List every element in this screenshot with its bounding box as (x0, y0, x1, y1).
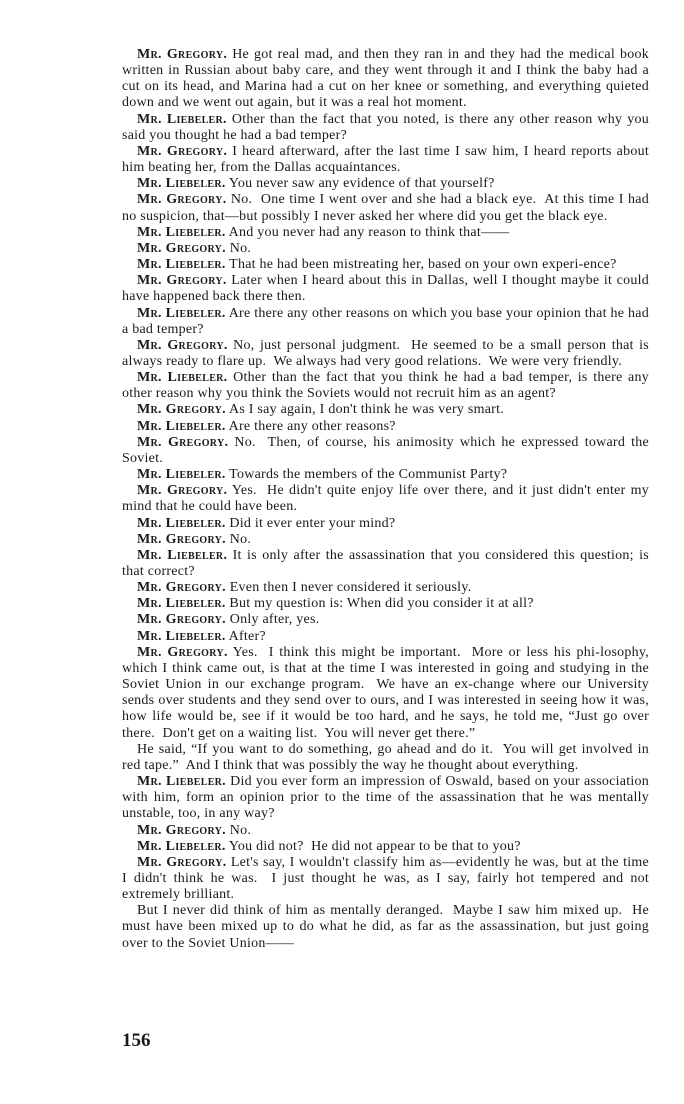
testimony-paragraph (122, 547, 653, 580)
testimony-text: He said, “If you want to do something, go ahead and do it. You will get involved in red tape.” And I think that was possibly the way he thought about everything. (122, 741, 653, 773)
speaker-name: Mr. Liebeler. (137, 370, 228, 386)
testimony-text: Let's say, I wouldn't classify him as—evidently he was, but at the time I didn't think he was. I just thought he was, as I say, fairly hot tempered and not extremely brilliant. (122, 854, 653, 903)
testimony-paragraph (122, 111, 653, 144)
testimony-text: After? (228, 628, 266, 644)
speaker-name: Mr. Gregory. (137, 434, 229, 450)
testimony-paragraph (122, 612, 649, 628)
speaker-name: Mr. Liebeler. (137, 547, 228, 563)
testimony-paragraph (122, 903, 653, 951)
testimony-text: You never saw any evidence of that yourself? (228, 176, 495, 192)
testimony-text: Are there any other reasons on which you base your opinion that he had a bad temper? (122, 305, 653, 337)
speaker-name: Mr. Gregory. (137, 483, 228, 499)
testimony-text: I heard afterward, after the last time I saw him, I heard reports about him beating her, from the Dallas acquaintances. (122, 143, 653, 176)
testimony-text: No. (229, 240, 252, 256)
testimony-paragraph (122, 225, 649, 241)
testimony-paragraph (122, 580, 649, 596)
speaker-name: Mr. Gregory. (137, 854, 227, 870)
testimony-paragraph (122, 47, 653, 112)
testimony-paragraph (122, 143, 653, 176)
testimony-text: Other than the fact that you think he had a bad temper, is there any other reason why you think the Soviets would not recruit him as an agent? (122, 370, 653, 402)
testimony-text: Later when I heard about this in Dallas, well I thought maybe it could have happened back there then. (122, 273, 653, 305)
testimony-text: Towards the members of the Communist Party? (229, 467, 508, 483)
testimony-text: No. Then, of course, his animosity which he expressed toward the Soviet. (122, 434, 653, 466)
page-number: 156 (122, 1030, 151, 1051)
testimony-paragraph (122, 305, 653, 338)
speaker-name: Mr. Liebeler. (137, 418, 226, 434)
testimony-paragraph (122, 629, 649, 645)
testimony-text: But I never did think of him as mentally deranged. Maybe I saw him mixed up. He must have been mixed up to do what he did, as far as the assassination, but just going over to the Soviet Union—— (122, 903, 653, 951)
testimony-paragraph (122, 644, 653, 742)
speaker-name: Mr. Liebeler. (137, 628, 226, 644)
testimony-paragraph (122, 370, 653, 402)
testimony-text: Only after, yes. (229, 612, 320, 628)
testimony-text: No. (229, 531, 252, 547)
speaker-name: Mr. Liebeler. (137, 176, 226, 192)
testimony-paragraph (122, 839, 649, 855)
testimony-paragraph (122, 176, 649, 192)
speaker-name: Mr. Liebeler. (137, 467, 226, 483)
testimony-text: Other than the fact that you noted, is there any other reason why you said you thought he had a bad temper? (122, 111, 653, 143)
testimony-paragraph (122, 854, 653, 903)
testimony-text: As I say again, I don't think he was very smart. (228, 402, 504, 418)
testimony-text: No, just personal judgment. He seemed to be a small person that is always ready to flare up. We always had very good relations. We were very friendly. (122, 337, 653, 369)
speaker-name: Mr. Liebeler. (137, 515, 226, 531)
speaker-name: Mr. Gregory. (137, 273, 227, 289)
testimony-paragraph (122, 434, 653, 467)
testimony-text: Yes. He didn't quite enjoy life over there, and it just didn't enter my mind that he could have been. (122, 483, 653, 515)
testimony-paragraph (122, 241, 649, 257)
testimony-text: Did it ever enter your mind? (229, 515, 396, 531)
testimony-paragraph (122, 483, 653, 515)
testimony-paragraph (122, 823, 649, 839)
testimony-paragraph (122, 596, 649, 612)
testimony-text: It is only after the assassination that you considered this question; is that correct? (122, 547, 653, 579)
speaker-name: Mr. Liebeler. (137, 305, 226, 321)
testimony-paragraph (122, 192, 653, 224)
testimony-text: And you never had any reason to think that—— (228, 224, 510, 240)
speaker-name: Mr. Gregory. (137, 531, 226, 547)
testimony-paragraph (122, 273, 653, 305)
speaker-name: Mr. Liebeler. (137, 596, 226, 612)
testimony-text: Are there any other reasons? (228, 418, 396, 434)
testimony-paragraph (122, 532, 649, 548)
speaker-name: Mr. Liebeler. (137, 257, 226, 273)
speaker-name: Mr. Gregory. (137, 143, 228, 159)
speaker-name: Mr. Liebeler. (137, 224, 226, 240)
testimony-text: You did not? He did not appear to be that to you? (228, 838, 521, 854)
testimony-paragraph (122, 402, 649, 418)
testimony-paragraph (122, 257, 649, 273)
speaker-name: Mr. Gregory. (137, 47, 228, 62)
speaker-name: Mr. Gregory. (137, 192, 227, 208)
testimony-text: No. One time I went over and she had a black eye. At this time I had no suspicion, that—but possibly I never asked her where did you get the black eye. (122, 192, 653, 224)
speaker-name: Mr. Gregory. (137, 337, 228, 353)
testimony-text: He got real mad, and then they ran in and they had the medical book written in Russian about baby care, and they went through it and I think the baby had a cut on its head, and Marina had a cut on her knee or something, and everything quieted down and we went out again, but it was a real hot moment. (122, 47, 653, 111)
testimony-text: That he had been mistreating her, based on your own experi-ence? (229, 257, 617, 273)
speaker-name: Mr. Gregory. (137, 240, 226, 256)
speaker-name: Mr. Gregory. (137, 612, 226, 628)
speaker-name: Mr. Gregory. (137, 822, 226, 838)
testimony-paragraph (122, 467, 649, 483)
speaker-name: Mr. Gregory. (137, 580, 226, 596)
testimony-text: But my question is: When did you consider it at all? (229, 596, 534, 612)
transcript-body (122, 47, 653, 952)
speaker-name: Mr. Gregory. (137, 644, 228, 660)
speaker-name: Mr. Liebeler. (137, 838, 226, 854)
testimony-text: Yes. I think this might be important. More or less his phi-losophy, which I think came out, is that at the time I was interested in going and studying in the Soviet Union in our exchange program. We have an ex-change where our University sends over students and they send over to ours, and I was interested in seeing how it was, how life would be, see if it would be too hard, and he says, he told me, “Just go over there. Don't get on a waiting list. You will never get there.” (122, 644, 653, 741)
testimony-paragraph (122, 419, 649, 435)
testimony-paragraph (122, 516, 649, 532)
speaker-name: Mr. Gregory. (137, 402, 226, 418)
testimony-paragraph (122, 337, 653, 370)
testimony-text: Even then I never considered it seriously. (229, 580, 472, 596)
speaker-name: Mr. Liebeler. (137, 111, 227, 127)
testimony-paragraph (122, 741, 653, 774)
testimony-text: No. (229, 822, 252, 838)
testimony-paragraph (122, 774, 653, 822)
testimony-text: Did you ever form an impression of Oswald, based on your association with him, form an opinion prior to the time of the assassination that he was mentally unstable, too, in any way? (122, 774, 653, 822)
speaker-name: Mr. Liebeler. (137, 774, 226, 790)
